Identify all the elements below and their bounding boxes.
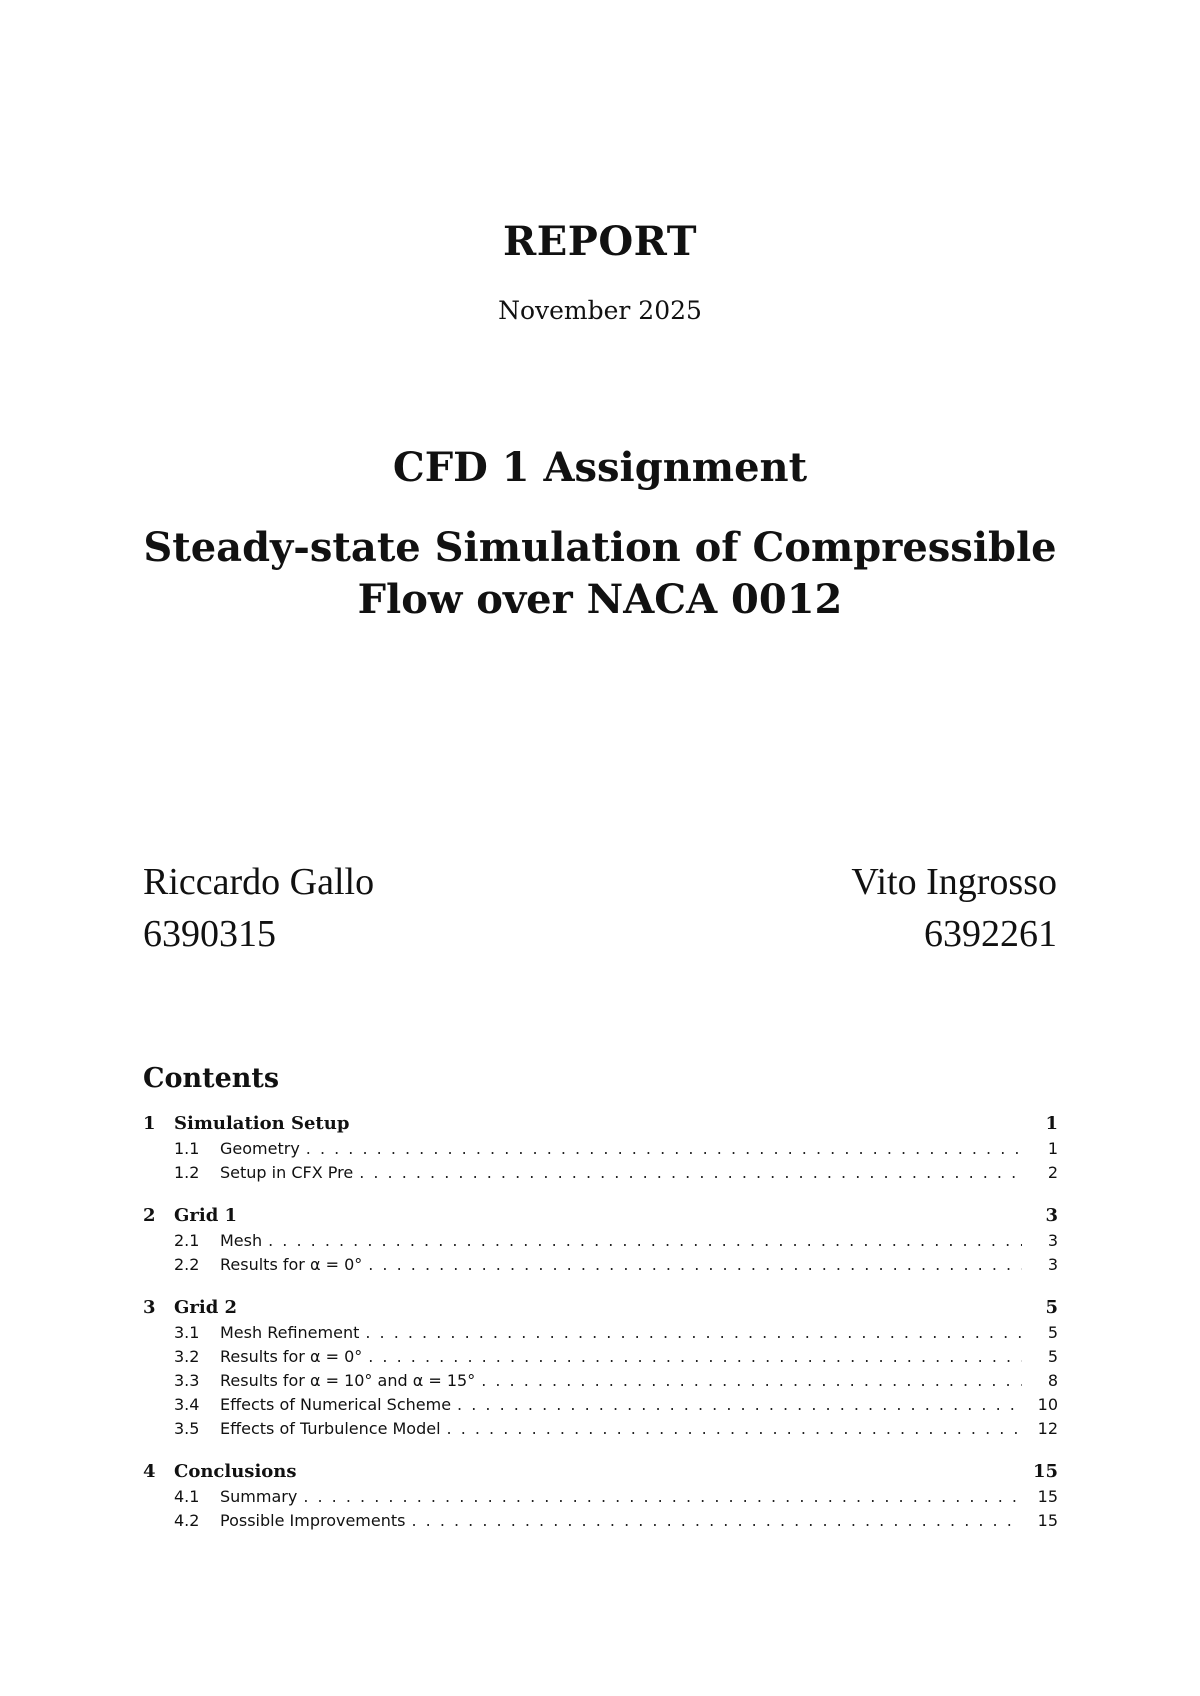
- toc-section: [143, 1205, 1058, 1279]
- toc-subsection-entry[interactable]: [143, 1231, 1058, 1255]
- toc-subsection-entry[interactable]: [143, 1347, 1058, 1371]
- toc-subsection-number: 3.3: [174, 1371, 200, 1390]
- toc-subsection-title: Effects of Numerical Scheme: [220, 1395, 452, 1414]
- toc-section-number: 2: [143, 1205, 156, 1226]
- toc-subsection-number: 1.1: [174, 1139, 200, 1158]
- toc-subsection-page: 5: [1047, 1347, 1058, 1366]
- toc-section-title: Simulation Setup: [174, 1113, 350, 1134]
- toc-subsection-number: 3.1: [174, 1323, 200, 1342]
- toc-dot-leader: [359, 1163, 1022, 1182]
- toc-subsection-page: 12: [1037, 1419, 1058, 1438]
- toc-section-number: 1: [143, 1113, 156, 1134]
- toc-subsection-page: 3: [1047, 1231, 1058, 1250]
- toc-subsection-page: 8: [1047, 1371, 1058, 1390]
- toc-dot-leader: [365, 1323, 1022, 1342]
- toc-section: [143, 1113, 1058, 1187]
- toc-subsection-number: 3.2: [174, 1347, 200, 1366]
- toc-subsection-title: Setup in CFX Pre: [220, 1163, 354, 1182]
- toc-section-number: 3: [143, 1297, 156, 1318]
- toc-section-title: Grid 1: [174, 1205, 238, 1226]
- toc-section-entry[interactable]: [143, 1297, 1058, 1323]
- report-date: November 2025: [498, 296, 702, 325]
- toc-section-entry[interactable]: [143, 1113, 1058, 1139]
- toc-dot-leader: [411, 1511, 1022, 1530]
- toc-subsection-entry[interactable]: [143, 1395, 1058, 1419]
- author-id: 6390315: [143, 913, 276, 955]
- toc-section-page: 3: [1045, 1205, 1058, 1226]
- toc-subsection-number: 3.5: [174, 1419, 200, 1438]
- toc-dot-leader: [306, 1139, 1022, 1158]
- toc-dot-leader: [268, 1231, 1022, 1250]
- toc-section-entry[interactable]: [143, 1205, 1058, 1231]
- toc-subsection-number: 2.2: [174, 1255, 200, 1274]
- toc-subsection-number: 2.1: [174, 1231, 200, 1250]
- toc-section: [143, 1461, 1058, 1535]
- toc-section: [143, 1297, 1058, 1443]
- toc-subsection-page: 1: [1047, 1139, 1058, 1158]
- toc-section-page: 15: [1032, 1461, 1058, 1482]
- toc-subsection-title: Results for α = 0°: [220, 1255, 363, 1274]
- toc-subsection-page: 3: [1047, 1255, 1058, 1274]
- toc-dot-leader: [368, 1255, 1022, 1274]
- toc-subsection-page: 15: [1037, 1487, 1058, 1506]
- toc-section-page: 5: [1045, 1297, 1058, 1318]
- table-of-contents: [143, 1113, 1058, 1553]
- toc-subsection-title: Effects of Turbulence Model: [220, 1419, 441, 1438]
- toc-subsection-page: 5: [1047, 1323, 1058, 1342]
- toc-dot-leader: [447, 1419, 1022, 1438]
- toc-subsection-title: Mesh Refinement: [220, 1323, 360, 1342]
- toc-subsection-entry[interactable]: [143, 1163, 1058, 1187]
- toc-dot-leader: [303, 1487, 1022, 1506]
- author-block-left: [143, 856, 374, 960]
- course-title: CFD 1 Assignment: [392, 444, 808, 491]
- subtitle-line-1: Steady-state Simulation of Compressible: [143, 524, 1057, 571]
- toc-section-title: Grid 2: [174, 1297, 238, 1318]
- toc-subsection-number: 4.2: [174, 1511, 200, 1530]
- toc-subsection-title: Summary: [220, 1487, 298, 1506]
- toc-section-number: 4: [143, 1461, 156, 1482]
- toc-dot-leader: [368, 1347, 1022, 1366]
- author-name: Vito Ingrosso: [851, 861, 1057, 903]
- toc-subsection-entry[interactable]: [143, 1139, 1058, 1163]
- toc-subsection-title: Geometry: [220, 1139, 300, 1158]
- toc-subsection-entry[interactable]: [143, 1323, 1058, 1347]
- author-id: 6392261: [924, 913, 1057, 955]
- contents-heading: Contents: [143, 1063, 280, 1094]
- subtitle-line-2: Flow over NACA 0012: [357, 576, 843, 623]
- toc-section-title: Conclusions: [174, 1461, 297, 1482]
- toc-section-entry[interactable]: [143, 1461, 1058, 1487]
- toc-subsection-page: 15: [1037, 1511, 1058, 1530]
- toc-dot-leader: [457, 1395, 1022, 1414]
- toc-subsection-title: Mesh: [220, 1231, 263, 1250]
- toc-subsection-title: Possible Improvements: [220, 1511, 406, 1530]
- toc-section-page: 1: [1045, 1113, 1058, 1134]
- toc-dot-leader: [481, 1371, 1022, 1390]
- toc-subsection-page: 10: [1037, 1395, 1058, 1414]
- toc-subsection-number: 4.1: [174, 1487, 200, 1506]
- toc-subsection-number: 3.4: [174, 1395, 200, 1414]
- toc-subsection-number: 1.2: [174, 1163, 200, 1182]
- toc-subsection-title: Results for α = 10° and α = 15°: [220, 1371, 476, 1390]
- toc-subsection-entry[interactable]: [143, 1419, 1058, 1443]
- toc-subsection-entry[interactable]: [143, 1371, 1058, 1395]
- toc-subsection-entry[interactable]: [143, 1255, 1058, 1279]
- author-block-right: [851, 856, 1057, 960]
- toc-subsection-title: Results for α = 0°: [220, 1347, 363, 1366]
- report-subtitle: [100, 522, 1100, 626]
- author-name: Riccardo Gallo: [143, 861, 375, 903]
- toc-subsection-page: 2: [1047, 1163, 1058, 1182]
- toc-subsection-entry[interactable]: [143, 1511, 1058, 1535]
- toc-subsection-entry[interactable]: [143, 1487, 1058, 1511]
- report-heading: REPORT: [503, 218, 697, 265]
